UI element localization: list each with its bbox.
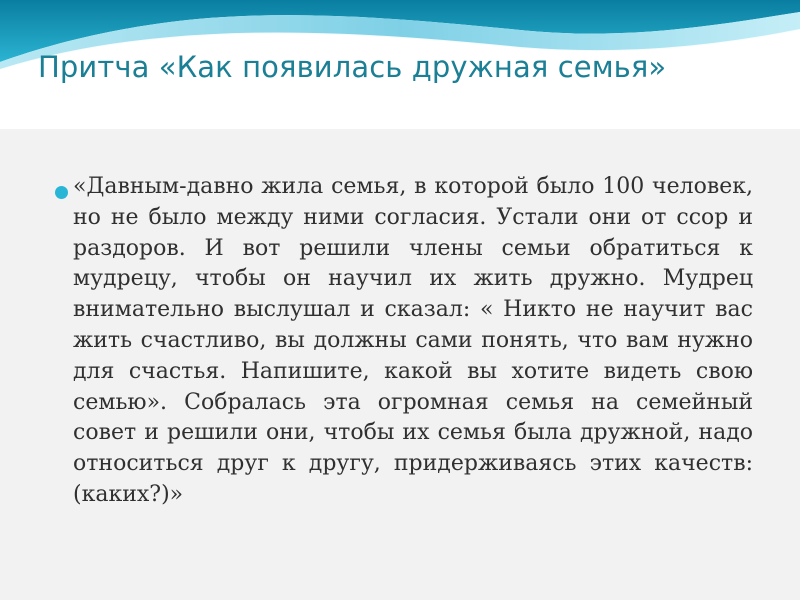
bullet-text: «Давным-давно жила семья, в которой было 100 человек, но не было между ними согласия. Устали они от ссор и раздоров. И вот решили члены семьи обратиться к мудрецу, чтобы он научил их жить дружно. Мудрец внимательно выслушал и сказал: « Никто не научит вас жить счастливо, вы должны сами понять, что вам нужно для счастья. Напишите, какой вы хотите видеть свою семью». Собралась эта огромная семья на семейный совет и решили они, чтобы их семья была дружной, надо относиться друг к другу, придерживаясь этих качеств: (каких?)» <box>73 174 753 507</box>
slide-title: Притча «Как появилась дружная семья» <box>38 50 667 84</box>
bullet-dot-icon <box>55 186 68 199</box>
